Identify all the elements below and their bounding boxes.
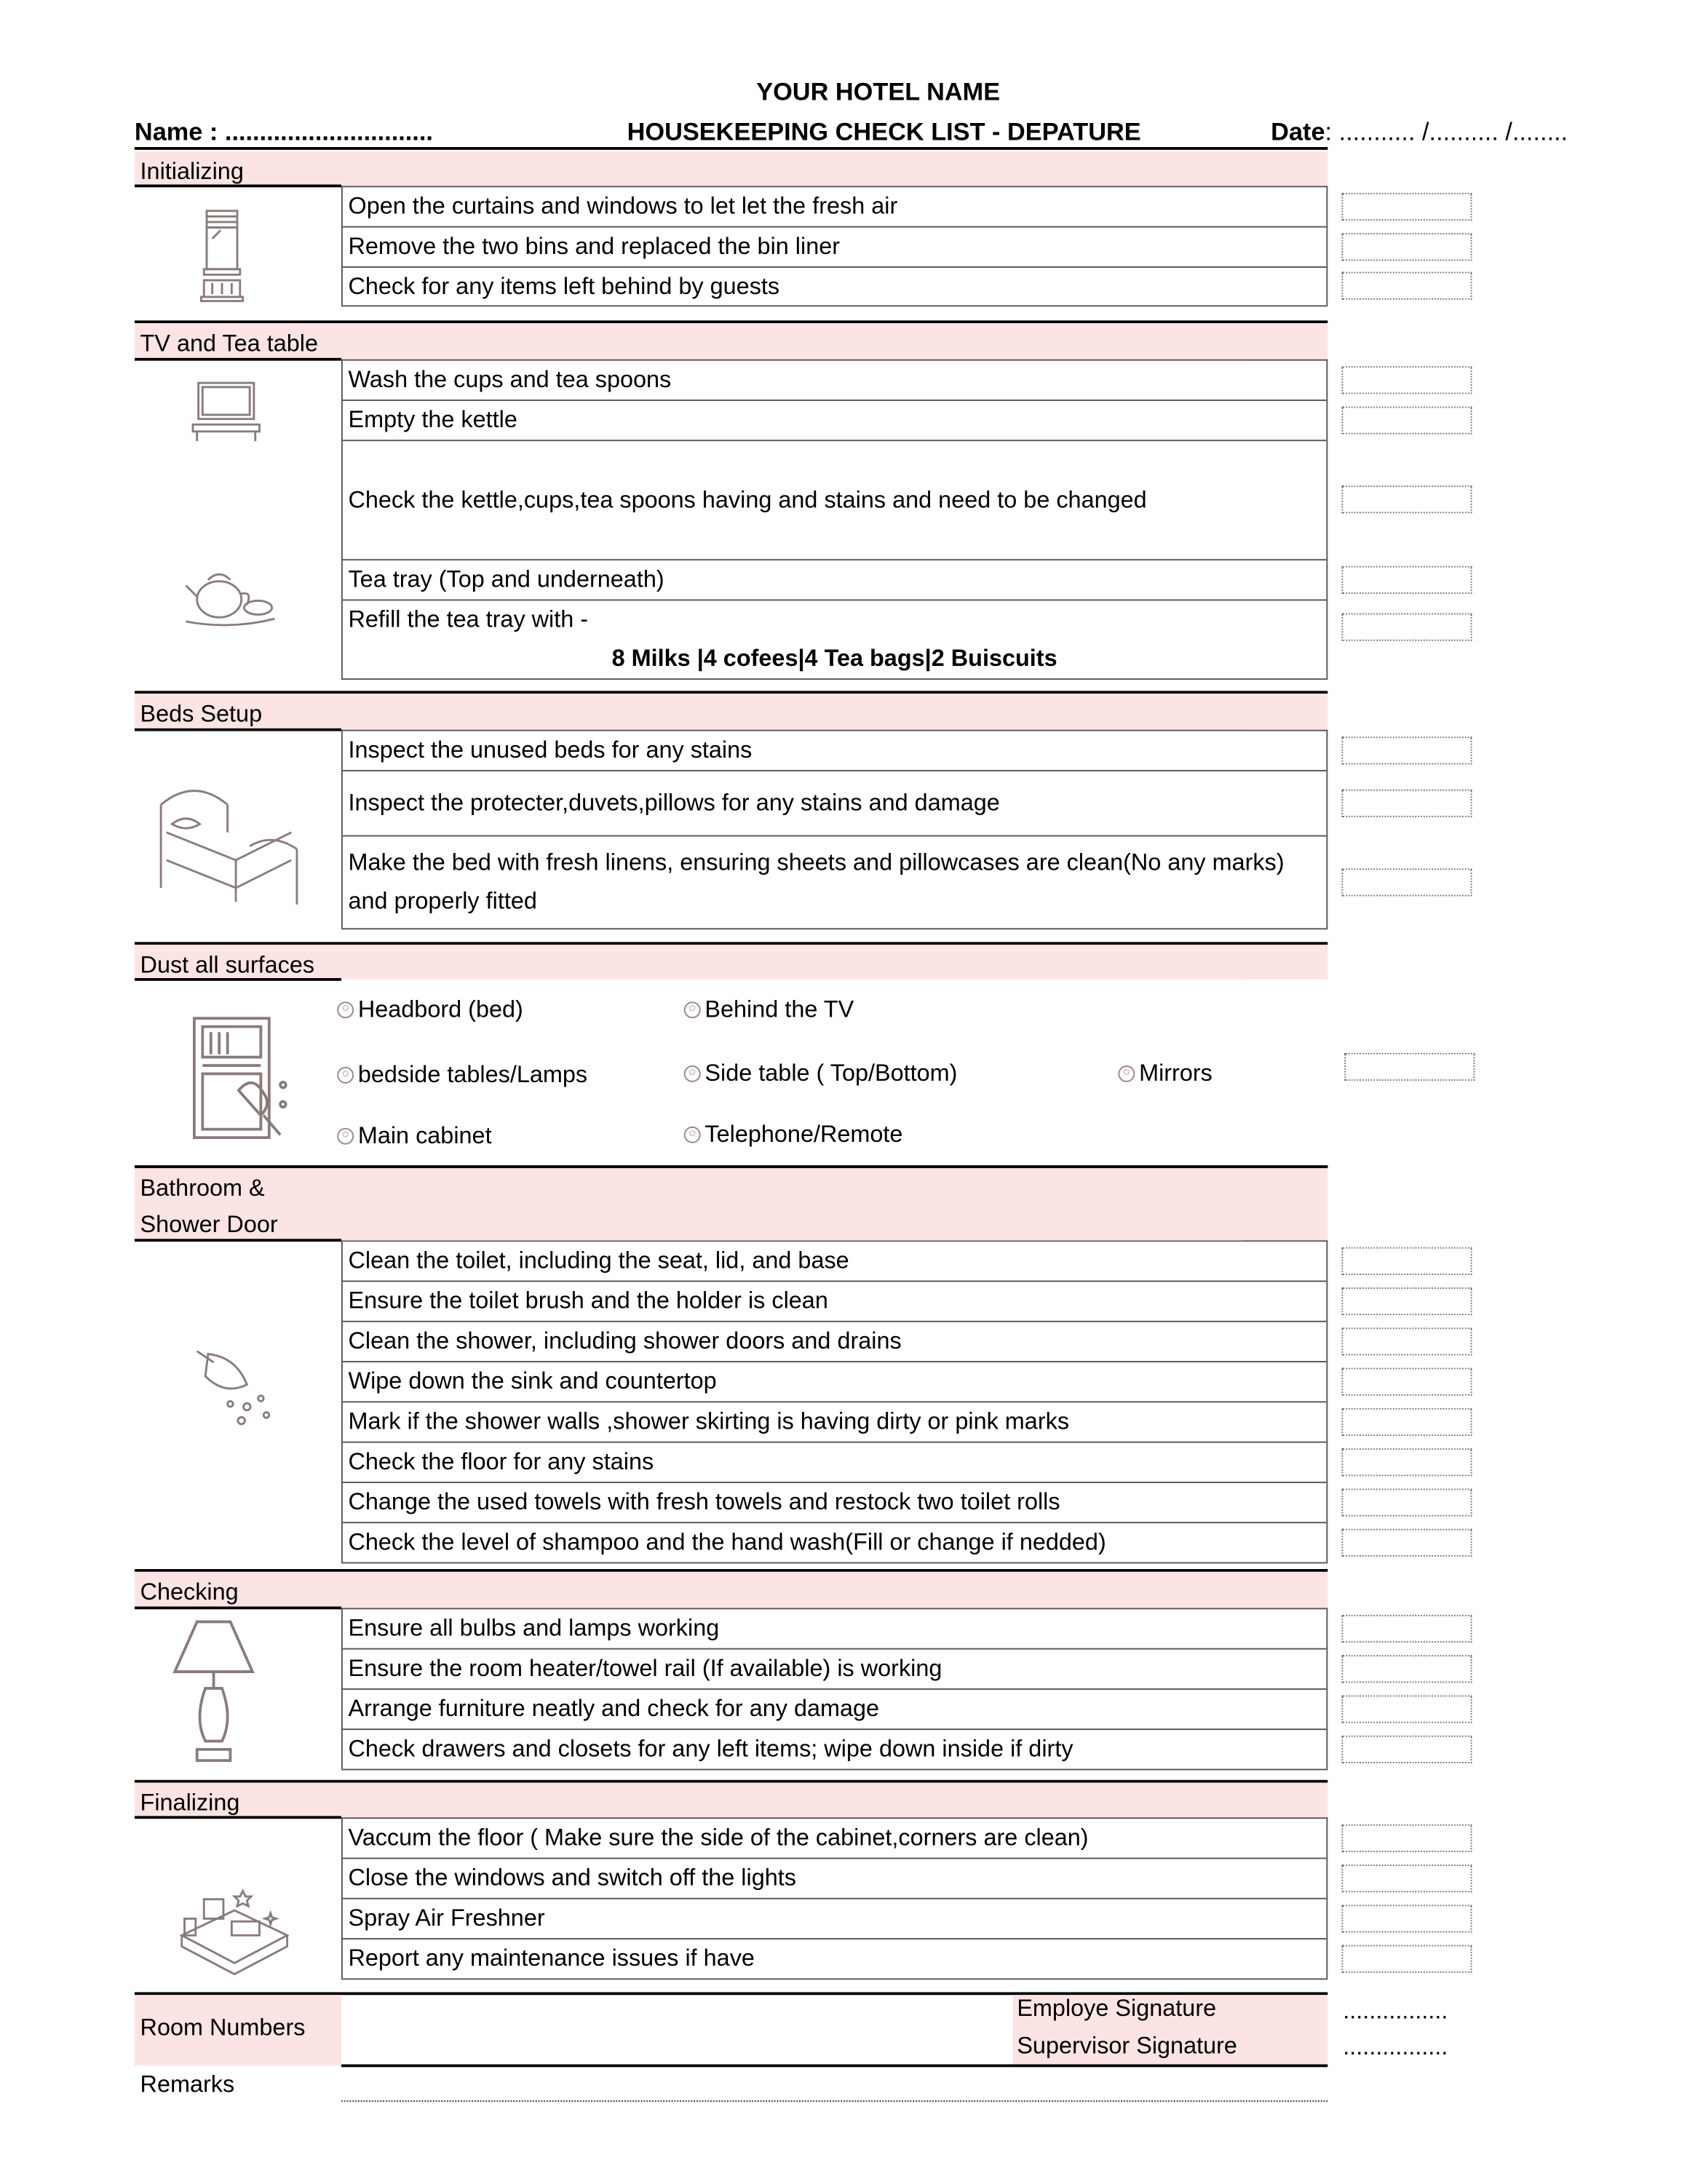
checklist-item	[343, 731, 1327, 771]
star-bullet-icon: ✩	[684, 1001, 701, 1018]
checklist-title: HOUSEKEEPING CHECK LIST - DEPATURE	[627, 118, 1141, 146]
checkbox[interactable]	[1341, 1864, 1472, 1891]
section-label: Initializing	[140, 158, 244, 185]
checkbox[interactable]	[1341, 1695, 1472, 1723]
section-label: Bathroom & Shower Door	[140, 1175, 278, 1238]
date-dots: : ........... /.......... /........	[1325, 118, 1568, 146]
dust-item	[337, 996, 523, 1024]
checklist-item	[343, 1362, 1327, 1402]
checkbox[interactable]	[1341, 1367, 1472, 1395]
checklist-item-text: Refill the tea tray with -	[348, 606, 589, 633]
date-label: Date	[1271, 118, 1325, 146]
checkbox[interactable]	[1341, 1528, 1472, 1556]
checklist-item	[343, 1899, 1327, 1939]
checkbox[interactable]	[1341, 1407, 1472, 1435]
checklist-item-text: Tea tray (Top and underneath)	[348, 565, 664, 592]
section-label-underline	[135, 1239, 341, 1242]
checkbox[interactable]	[1341, 1287, 1472, 1314]
checklist-item	[343, 268, 1327, 306]
checklist-item-text: Wash the cups and tea spoons	[348, 366, 672, 393]
checklist-item	[343, 187, 1327, 227]
checklist-table-finalizing	[341, 1817, 1327, 1980]
dust-item-text: Mirrors	[1139, 1060, 1212, 1087]
checklist-item-text: Remove the two bins and replaced the bin liner	[348, 233, 841, 260]
checkbox[interactable]	[1341, 365, 1472, 393]
checkbox[interactable]	[1341, 1488, 1472, 1516]
dust-item	[684, 996, 854, 1024]
window-icon	[187, 208, 256, 312]
checklist-item	[343, 401, 1327, 441]
section-label-underline	[135, 1606, 341, 1609]
dust-item-text: Behind the TV	[704, 996, 854, 1022]
checklist-table-tv-and-tea-table	[341, 360, 1327, 680]
checklist-item	[343, 1523, 1327, 1563]
checklist-item	[343, 771, 1327, 837]
star-bullet-icon: ✩	[337, 1067, 354, 1084]
section-header-checking	[135, 1572, 1327, 1608]
checklist-table-bathroom-shower-door	[341, 1240, 1327, 1563]
hotel-name: YOUR HOTEL NAME	[756, 77, 1001, 106]
supervisor-signature-label: Supervisor Signature	[1017, 2032, 1237, 2059]
supervisor-signature-field[interactable]: ................	[1343, 2033, 1448, 2060]
checklist-item	[343, 1859, 1327, 1899]
section-header-finalizing	[135, 1783, 1327, 1818]
checklist-item-text: Wipe down the sink and countertop	[348, 1367, 717, 1394]
checkbox[interactable]	[1341, 613, 1472, 641]
checklist-item	[343, 1730, 1327, 1770]
checkbox[interactable]	[1341, 1327, 1472, 1354]
section-header-dust-all-surfaces	[135, 945, 1327, 980]
lamp-icon	[170, 1616, 258, 1776]
checklist-item	[343, 1483, 1327, 1523]
name-label: Name :	[134, 118, 218, 146]
star-bullet-icon: ✩	[684, 1127, 701, 1143]
checklist-item	[343, 836, 1327, 929]
checkbox[interactable]	[1341, 406, 1472, 434]
star-bullet-icon: ✩	[1118, 1065, 1135, 1082]
room-numbers-cell	[135, 1995, 341, 2065]
room-numbers-label: Room Numbers	[140, 2014, 306, 2041]
section-label: Beds Setup	[140, 700, 263, 727]
name-dots: ..............................	[224, 118, 433, 146]
section-header-beds-setup	[135, 694, 1327, 730]
checklist-item	[343, 1443, 1327, 1483]
dust-item-text: bedside tables/Lamps	[357, 1061, 588, 1088]
dust-item	[684, 1121, 903, 1148]
section-label-underline	[135, 185, 341, 188]
name-field[interactable]	[135, 118, 433, 147]
checkbox[interactable]	[1341, 1247, 1472, 1274]
checkbox[interactable]	[1341, 272, 1472, 300]
checklist-item-text: Check drawers and closets for any left items; wipe down inside if dirty	[348, 1735, 1073, 1763]
checklist-table-initializing	[341, 186, 1327, 306]
checklist-item	[343, 1402, 1327, 1442]
employee-signature-label: Employe Signature	[1017, 1995, 1217, 2022]
section-label: Dust all surfaces	[140, 951, 315, 978]
section-divider	[135, 1165, 1327, 1168]
checklist-item-text: Check for any items left behind by guests	[348, 272, 780, 299]
dust-item-text: Headbord (bed)	[357, 996, 523, 1022]
checkbox[interactable]	[1341, 1654, 1472, 1682]
checklist-item-text: Arrange furniture neatly and check for any damage	[348, 1695, 880, 1722]
checklist-item-text: Ensure all bulbs and lamps working	[348, 1614, 720, 1642]
checklist-item-text: Clean the shower, including shower doors and drains	[348, 1327, 902, 1354]
checkbox[interactable]	[1341, 232, 1472, 260]
header-divider	[135, 147, 1327, 150]
checklist-item	[343, 1690, 1327, 1730]
checklist-item	[343, 361, 1327, 401]
checklist-item	[343, 600, 1327, 680]
checklist-item-text: Close the windows and switch off the lights	[348, 1865, 796, 1891]
section-label-underline	[135, 978, 341, 981]
checkbox[interactable]	[1341, 1448, 1472, 1475]
checkbox[interactable]	[1341, 192, 1472, 220]
checklist-item	[343, 1819, 1327, 1859]
checklist-item-text: Mark if the shower walls ,shower skirting is having dirty or pink marks	[348, 1407, 1070, 1435]
section-label: TV and Tea table	[140, 330, 318, 357]
checklist-item	[343, 1650, 1327, 1690]
checklist-item-text: Inspect the unused beds for any stains	[348, 736, 753, 763]
checklist-item-text: Report any maintenance issues if have	[348, 1945, 755, 1971]
checklist-item-text: Check the floor for any stains	[348, 1448, 654, 1475]
remarks-field[interactable]	[341, 2100, 1327, 2102]
star-bullet-icon: ✩	[337, 1001, 354, 1018]
checkbox[interactable]	[1341, 1824, 1472, 1851]
checkbox[interactable]	[1341, 789, 1472, 817]
date-field[interactable]	[1271, 118, 1568, 147]
checkbox[interactable]	[1341, 1735, 1472, 1763]
section-header-bathroom-shower-door	[135, 1168, 1327, 1240]
section-header-tv-and-tea-table	[135, 323, 1327, 360]
bed-icon	[153, 777, 306, 918]
checkbox[interactable]	[1341, 485, 1472, 513]
checklist-item	[343, 1939, 1327, 1980]
checklist-item-text: Spray Air Freshner	[348, 1905, 545, 1931]
checkbox[interactable]	[1341, 1945, 1472, 1972]
remarks-label: Remarks	[140, 2071, 235, 2098]
dust-item	[337, 1061, 587, 1089]
tv-icon	[187, 378, 265, 454]
checklist-item-text: Ensure the toilet brush and the holder is clean	[348, 1287, 828, 1314]
checklist-item	[343, 441, 1327, 560]
section-label-underline	[135, 1816, 341, 1819]
checklist-item	[343, 1322, 1327, 1362]
checklist-item	[343, 1242, 1327, 1282]
star-bullet-icon: ✩	[337, 1128, 354, 1145]
star-bullet-icon: ✩	[684, 1065, 701, 1082]
dust-item	[684, 1060, 958, 1087]
dust-item	[1118, 1060, 1212, 1087]
dust-item-text: Main cabinet	[357, 1122, 492, 1149]
checklist-item-text: Inspect the protecter,duvets,pillows for any stains and damage	[348, 789, 1000, 816]
checklist-item-text: Empty the kettle	[348, 406, 517, 433]
dust-item-text: Telephone/Remote	[704, 1121, 903, 1148]
shower-icon	[191, 1343, 280, 1439]
checklist-item	[343, 1609, 1327, 1649]
clean-room-icon	[173, 1880, 293, 1990]
employee-signature-field[interactable]: ................	[1343, 1998, 1448, 2025]
checklist-item-text: Make the bed with fresh linens, ensuring sheets and pillowcases are clean(No any marks) and properly fitted	[348, 849, 1285, 915]
dust-item	[337, 1122, 491, 1150]
checklist-table-beds-setup	[341, 730, 1327, 930]
tea-tray-contents: 8 Milks |4 cofees|4 Tea bags|2 Buiscuits	[611, 645, 1057, 672]
section-label-underline	[135, 728, 341, 731]
checklist-item-text: Open the curtains and windows to let let the fresh air	[348, 192, 898, 220]
checklist-table-checking	[341, 1608, 1327, 1770]
checkbox[interactable]	[1344, 1053, 1474, 1081]
checklist-item	[343, 228, 1327, 268]
checklist-item-text: Ensure the room heater/towel rail (If available) is working	[348, 1655, 942, 1682]
footer-line	[341, 2065, 1327, 2068]
signature-cell	[1013, 1995, 1328, 2065]
checklist-item	[343, 1282, 1327, 1322]
section-label: Checking	[140, 1579, 239, 1605]
checkbox[interactable]	[1341, 867, 1472, 895]
section-header-initializing	[135, 151, 1327, 186]
teapot-icon	[180, 560, 280, 637]
dust-item-text: Side table ( Top/Bottom)	[704, 1060, 958, 1087]
checklist-item-text: Vaccum the floor ( Make sure the side of the cabinet,corners are clean)	[348, 1824, 1089, 1851]
checklist-item-text: Check the level of shampoo and the hand wash(Fill or change if nedded)	[348, 1528, 1106, 1555]
checkbox[interactable]	[1341, 1614, 1472, 1642]
section-label-underline	[135, 358, 341, 361]
cabinet-dusting-icon	[191, 1013, 297, 1148]
checklist-item	[343, 560, 1327, 600]
checkbox[interactable]	[1341, 565, 1472, 593]
checkbox[interactable]	[1341, 1904, 1472, 1931]
room-numbers-input[interactable]	[341, 1995, 1013, 2065]
checklist-item-text: Check the kettle,cups,tea spoons having and stains and need to be changed	[348, 486, 1147, 513]
checklist-item-text: Clean the toilet, including the seat, lid, and base	[348, 1247, 849, 1274]
checkbox[interactable]	[1341, 736, 1472, 763]
section-label: Finalizing	[140, 1790, 240, 1816]
checklist-item-text: Change the used towels with fresh towels and restock two toilet rolls	[348, 1488, 1060, 1515]
